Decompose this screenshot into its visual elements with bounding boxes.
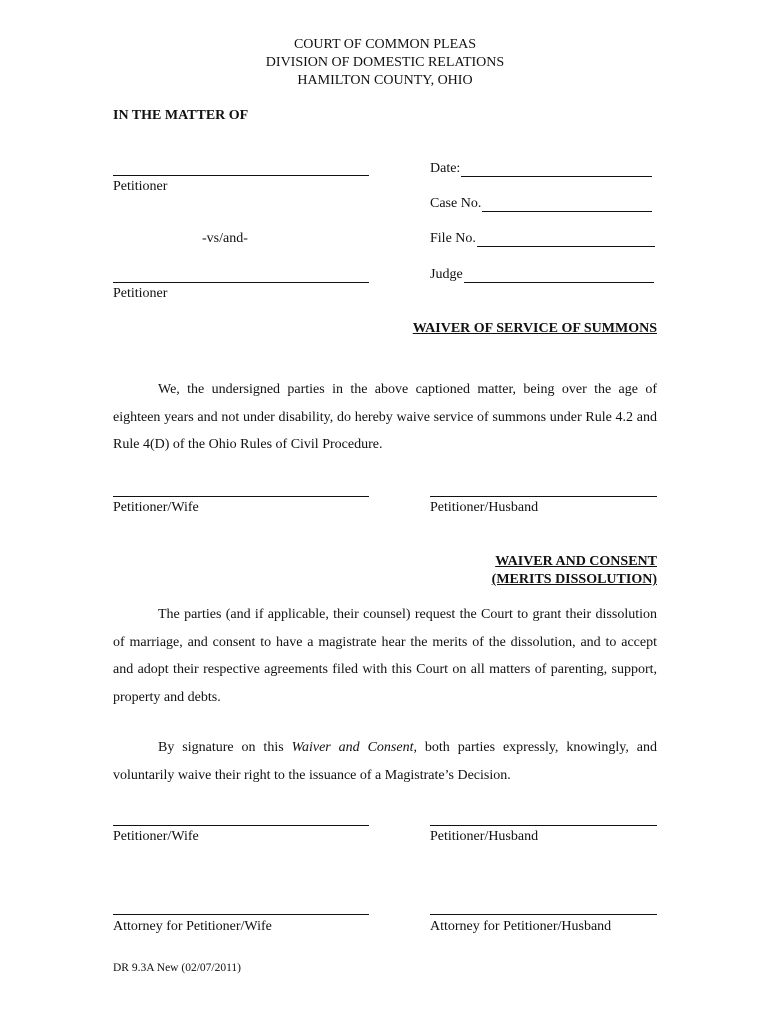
service-husband-label: Petitioner/Husband <box>430 500 539 515</box>
attorney-husband-signature-line[interactable] <box>430 914 657 915</box>
case-no-field[interactable] <box>430 196 652 212</box>
waiver-consent-title-line2: (MERITS DISSOLUTION) <box>491 572 657 587</box>
waiver-service-body: We, the undersigned parties in the above captioned matter, being over the age of eighteen years and not under disability, do hereby waive service of summons under Rule 4.2 and Rule 4(D) of the Ohio Rules of Civil Procedure. <box>113 382 657 452</box>
case-no-input-line[interactable] <box>482 198 652 212</box>
attorney-husband-label: Attorney for Petitioner/Husband <box>430 919 612 934</box>
petitioner1-label: Petitioner <box>113 179 168 194</box>
file-no-input-line[interactable] <box>477 233 655 247</box>
petitioner2-signature-line[interactable] <box>113 282 369 283</box>
attorney-wife-label: Attorney for Petitioner/Wife <box>113 919 272 934</box>
consent-wife-label: Petitioner/Wife <box>113 829 199 844</box>
consent-husband-signature-line[interactable] <box>430 825 657 826</box>
division-name: DIVISION OF DOMESTIC RELATIONS <box>265 55 505 70</box>
attorney-wife-signature-line[interactable] <box>113 914 369 915</box>
matter-heading: IN THE MATTER OF <box>113 108 249 123</box>
waiver-consent-title <box>492 553 657 589</box>
waiver-consent-body1: The parties (and if applicable, their counsel) request the Court to grant their dissolution of marriage, and consent to have a magistrate hear the merits of the dissolution, and to accept and adopt their respective agreements filed with this Court on all matters of parenting, support, property and debts. <box>113 607 657 705</box>
date-input-line[interactable] <box>461 163 652 177</box>
form-id-footer: DR 9.3A New (02/07/2011) <box>113 962 241 974</box>
date-field[interactable] <box>430 161 652 177</box>
file-no-label: File No. <box>430 231 476 246</box>
service-husband-signature-line[interactable] <box>430 496 657 497</box>
judge-input-line[interactable] <box>464 269 654 283</box>
petitioner1-signature-line[interactable] <box>113 175 369 176</box>
consent-wife-signature-line[interactable] <box>113 825 369 826</box>
body2-italic: Waiver and Consent <box>291 740 414 755</box>
judge-label: Judge <box>430 267 463 282</box>
file-no-field[interactable] <box>430 231 655 247</box>
body2-prefix: By signature on this <box>158 740 292 755</box>
waiver-service-title: WAIVER OF SERVICE OF SUMMONS <box>412 321 657 336</box>
waiver-consent-title-line1: WAIVER AND CONSENT <box>495 554 657 569</box>
waiver-consent-body2 <box>113 734 657 789</box>
service-wife-signature-line[interactable] <box>113 496 369 497</box>
service-wife-label: Petitioner/Wife <box>113 500 199 515</box>
vs-and-label: -vs/and- <box>202 231 248 246</box>
body2-suffix: , both parties expressly, knowingly, and voluntarily waive their right to the issuance of a Magistrate’s Decision. <box>113 740 657 783</box>
county-name: HAMILTON COUNTY, OHIO <box>297 73 473 88</box>
date-label: Date: <box>430 161 461 176</box>
court-name: COURT OF COMMON PLEAS <box>293 37 477 52</box>
petitioner2-label: Petitioner <box>113 286 168 301</box>
consent-husband-label: Petitioner/Husband <box>430 829 539 844</box>
judge-field[interactable] <box>430 267 654 283</box>
court-header <box>0 36 770 90</box>
case-no-label: Case No. <box>430 196 482 211</box>
